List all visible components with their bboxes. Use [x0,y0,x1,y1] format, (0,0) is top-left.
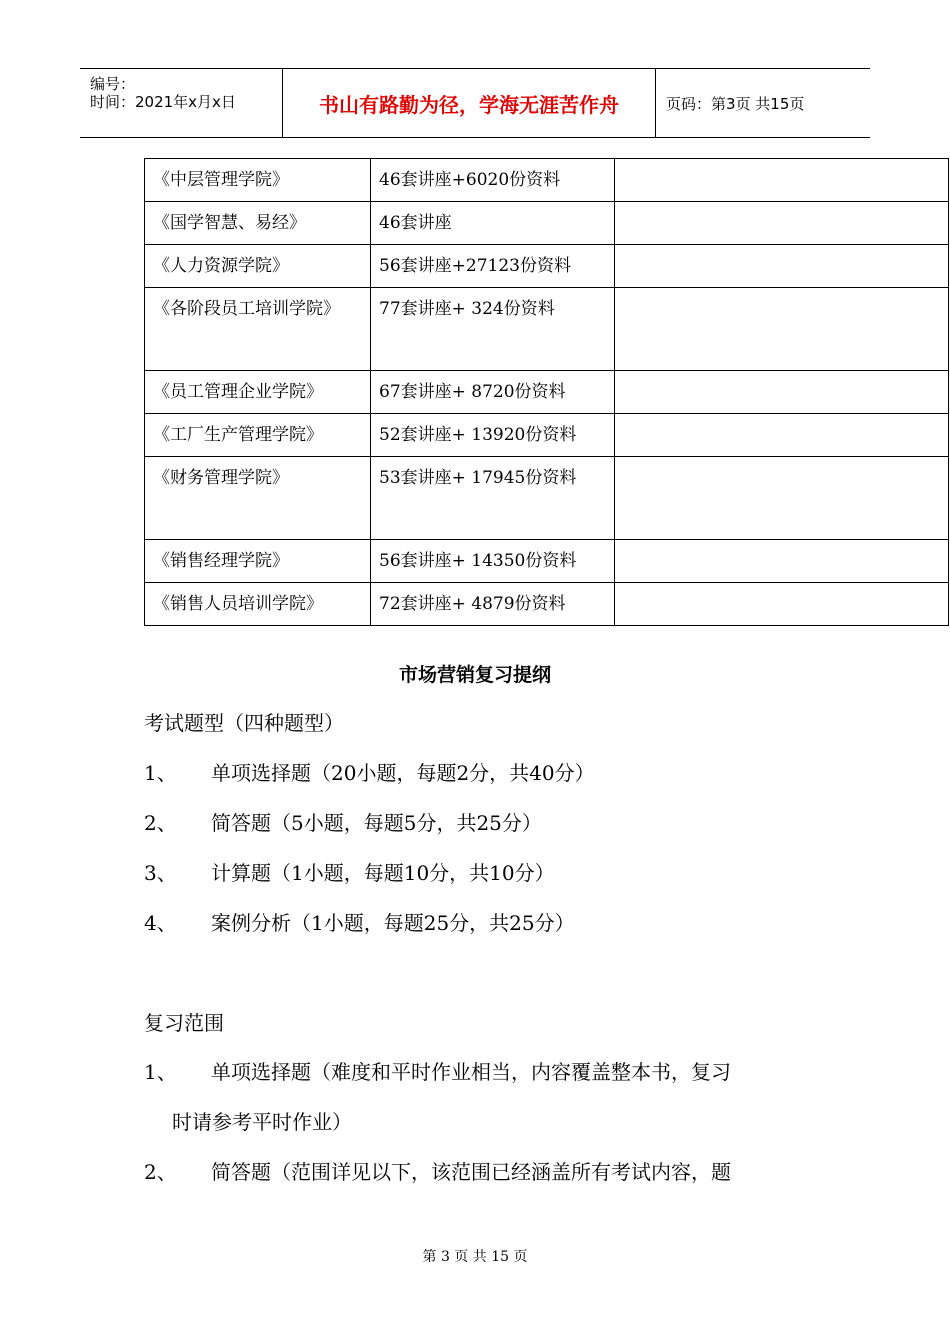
table-cell-content: 67套讲座+ 8720份资料 [371,371,615,414]
table-cell-note [615,457,949,540]
table-cell-note [615,371,949,414]
table-cell-note [615,540,949,583]
table-row [145,583,949,626]
exam-types-heading: 考试题型（四种题型） [144,711,344,735]
time-label: 时间：2021年x月x日 [90,93,236,111]
table-cell-name: 《财务管理学院》 [145,457,371,540]
list-item: 单项选择题（20小题，每题2分，共40分） [211,761,595,785]
page-header [80,68,870,138]
list-item-continuation: 时请参考平时作业） [172,1110,352,1134]
table-cell-name: 《销售人员培训学院》 [145,583,371,626]
table-cell-note [615,202,949,245]
list-number: 1、 [144,761,177,785]
table-row [145,288,949,371]
table-cell-note [615,159,949,202]
table-cell-name: 《中层管理学院》 [145,159,371,202]
table-cell-name: 《国学智慧、易经》 [145,202,371,245]
motto-text: 书山有路勤为径，学海无涯苦作舟 [319,92,619,117]
table-cell-note [615,288,949,371]
table-row [145,371,949,414]
list-number: 2、 [144,1160,177,1184]
table-cell-content: 46套讲座+6020份资料 [371,159,615,202]
table-cell-content: 56套讲座+ 14350份资料 [371,540,615,583]
table-row [145,159,949,202]
table-cell-name: 《各阶段员工培训学院》 [145,288,371,371]
list-number: 3、 [144,861,177,885]
resource-table [144,158,949,626]
list-number: 4、 [144,911,177,935]
table-cell-content: 53套讲座+ 17945份资料 [371,457,615,540]
table-cell-name: 《销售经理学院》 [145,540,371,583]
header-meta [80,69,283,137]
table-row [145,540,949,583]
table-cell-note [615,583,949,626]
table-row [145,457,949,540]
table-cell-content: 56套讲座+27123份资料 [371,245,615,288]
review-heading: 复习范围 [144,1011,224,1035]
header-page-info [656,69,870,137]
list-item: 单项选择题（难度和平时作业相当，内容覆盖整本书，复习 [211,1060,731,1084]
table-row [145,245,949,288]
table-cell-name: 《工厂生产管理学院》 [145,414,371,457]
table-cell-name: 《人力资源学院》 [145,245,371,288]
list-item: 计算题（1小题，每题10分，共10分） [211,861,555,885]
page-info-text: 页码：第3页 共15页 [666,94,805,113]
table-row [145,414,949,457]
list-number: 2、 [144,811,177,835]
list-item: 简答题（5小题，每题5分，共25分） [211,811,542,835]
header-motto [283,69,656,137]
list-item: 案例分析（1小题，每题25分，共25分） [211,911,575,935]
table-cell-content: 77套讲座+ 324份资料 [371,288,615,371]
list-item: 简答题（范围详见以下，该范围已经涵盖所有考试内容，题 [211,1160,731,1184]
number-label: 编号： [90,75,136,93]
table-cell-note [615,245,949,288]
table-row [145,202,949,245]
table-cell-content: 46套讲座 [371,202,615,245]
list-number: 1、 [144,1060,177,1084]
document-title: 市场营销复习提纲 [398,664,551,686]
table-cell-content: 72套讲座+ 4879份资料 [371,583,615,626]
page-footer: 第 3 页 共 15 页 [422,1249,528,1265]
table-cell-name: 《员工管理企业学院》 [145,371,371,414]
table-cell-note [615,414,949,457]
table-cell-content: 52套讲座+ 13920份资料 [371,414,615,457]
